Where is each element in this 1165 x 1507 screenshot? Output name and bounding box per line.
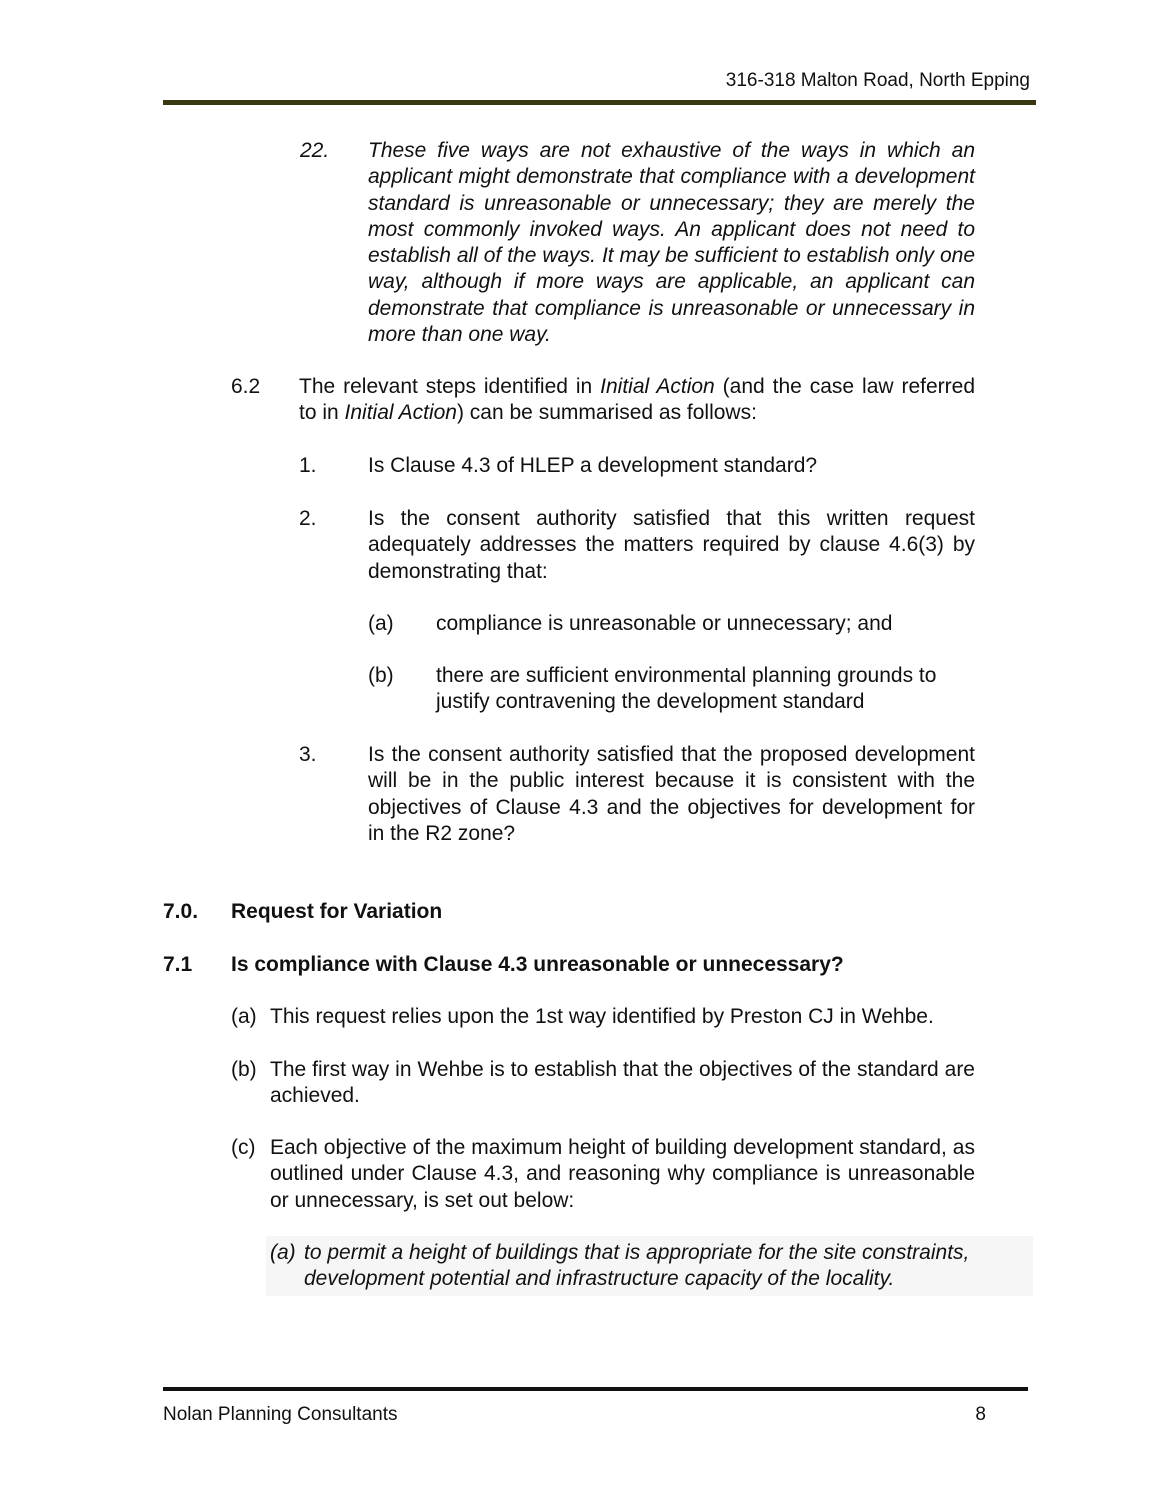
section-6-2-number: 6.2 <box>231 375 261 398</box>
step-number: 3. <box>299 743 317 766</box>
subitem-text: compliance is unreasonable or unnecessary; and <box>436 612 893 635</box>
page-number: 8 <box>975 1404 986 1425</box>
step-text: Is Clause 4.3 of HLEP a development standard? <box>368 454 818 477</box>
item-text: The first way in Wehbe is to establish that the objectives of the standard are achieved. <box>270 1058 975 1108</box>
footer-company: Nolan Planning Consultants <box>163 1404 398 1425</box>
objective-label: (a) <box>270 1241 296 1264</box>
item-label: (a) <box>231 1005 257 1028</box>
header-divider <box>163 100 1036 105</box>
subitem-label: (b) <box>368 664 394 687</box>
section-7-0-number: 7.0. <box>163 900 199 923</box>
quote-text: These five ways are not exhaustive of the ways in which an applicant might demonstrate that compliance with a development standard is unreasonable or unnecessary; they are merely the most commonly invoked ways. An applicant does not need to establish all of the ways. It may be sufficient to establish only one way, although if more ways are applicable, an applicant can demonstrate that compliance is unreasonable or unnecessary in more than one way. <box>368 139 975 347</box>
subitem-text: there are sufficient environmental planning grounds to justify contravening the development standard <box>436 664 937 714</box>
objective-text: to permit a height of buildings that is appropriate for the site constraints, development potential and infrastructure capacity of the locality. <box>304 1241 970 1291</box>
item-label: (c) <box>231 1136 256 1159</box>
step-text: Is the consent authority satisfied that the proposed development will be in the public interest because it is consistent with the objectives of Clause 4.3 and the objectives for development for in the R2 zone? <box>368 743 975 845</box>
item-text: Each objective of the maximum height of building development standard, as outlined under Clause 4.3, and reasoning why compliance is unreasonable or unnecessary, is set out below: <box>270 1136 975 1212</box>
section-7-1-number: 7.1 <box>163 953 193 976</box>
quote-number: 22. <box>300 139 330 162</box>
step-text: Is the consent authority satisfied that this written request adequately addresses the matters required by clause 4.6(3) by demonstrating that: <box>368 507 975 583</box>
section-6-2-text: The relevant steps identified in Initial Action (and the case law referred to in Initial Action) can be summarised as follows: <box>299 375 976 425</box>
section-7-0-heading: Request for Variation <box>231 900 443 923</box>
item-label: (b) <box>231 1058 257 1081</box>
footer-divider <box>163 1387 1028 1391</box>
step-number: 1. <box>299 454 317 477</box>
subitem-label: (a) <box>368 612 394 635</box>
item-text: This request relies upon the 1st way identified by Preston CJ in Wehbe. <box>270 1005 934 1028</box>
header-title: 316-318 Malton Road, North Epping <box>725 70 1030 91</box>
section-7-1-heading: Is compliance with Clause 4.3 unreasonable or unnecessary? <box>231 953 844 976</box>
step-number: 2. <box>299 507 317 530</box>
